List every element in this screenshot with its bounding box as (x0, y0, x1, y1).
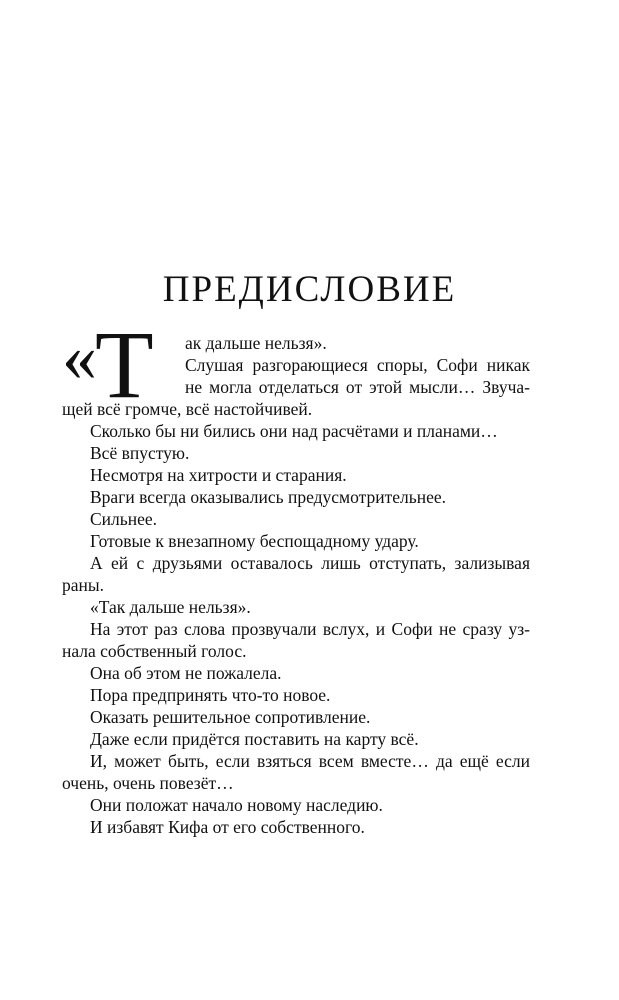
text-line: Слушая разгорающиеся споры, Софи никак (185, 355, 530, 375)
text-line: очень, очень повезёт… (62, 773, 234, 793)
text-line: А ей с друзьями оставалось лишь отступать, зализывая (90, 553, 530, 573)
text-line: Несмотря на хитрости и старания. (90, 465, 347, 485)
text-line: Всё впустую. (90, 443, 190, 463)
chapter-title: ПРЕДИСЛОВИЕ (162, 269, 457, 310)
text-line: Сколько бы ни бились они над расчётами и планами… (90, 421, 498, 441)
text-line: Пора предпринять что-то новое. (90, 685, 331, 705)
text-line: нала собственный голос. (62, 641, 247, 661)
text-line: «Так дальше нельзя». (90, 597, 251, 617)
text-line: На этот раз слова прозвучали вслух, и Софи не сразу уз- (90, 619, 530, 639)
text-line: Она об этом не пожалела. (90, 663, 282, 683)
text-line: И избавят Кифа от его собственного. (90, 817, 365, 837)
text-line: не могла отделаться от этой мысли… Звуча- (185, 377, 530, 397)
text-line: Готовые к внезапному беспощадному удару. (90, 531, 419, 551)
text-line: Они положат начало новому наследию. (90, 795, 383, 815)
drop-cap-quote: « (62, 319, 93, 396)
drop-cap-letter: Т (95, 311, 154, 418)
text-line: щей всё громче, всё настойчивей. (62, 399, 313, 419)
text-line: Сильнее. (90, 509, 158, 529)
text-line: Враги всегда оказывались предусмотрительнее. (90, 487, 447, 507)
text-line: Оказать решительное сопротивление. (90, 707, 371, 727)
text-line: раны. (62, 575, 105, 595)
text-line: И, может быть, если взяться всем вместе… да ещё если (90, 751, 530, 771)
preface-text (62, 332, 530, 838)
text-line: ак дальше нельзя». (185, 333, 327, 353)
text-line: Даже если придётся поставить на карту всё. (90, 729, 419, 749)
